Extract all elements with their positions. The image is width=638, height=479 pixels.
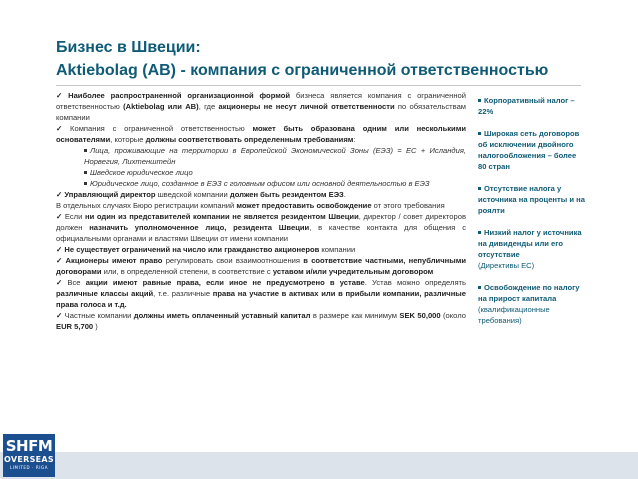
bold-text: должны иметь оплаченный уставный капитал (133, 311, 311, 320)
text: Шведское юридическое лицо (90, 168, 193, 177)
square-bullet-icon (478, 231, 481, 234)
text: регулировать свои взаимоотношения (162, 256, 304, 265)
paragraph-8 (56, 277, 466, 310)
sub-item-2 (56, 167, 466, 178)
text: Отсутствие налога у источника на проценты и на роялти (478, 184, 585, 215)
logo-text: SHFM (5, 437, 53, 455)
text: (квалификационные требования) (478, 305, 550, 325)
title-divider (56, 85, 581, 86)
side-item-capital-gains (478, 282, 586, 326)
bold-text: SEK 50,000 (399, 311, 441, 320)
slide-title (56, 36, 616, 82)
bold-text: Не существует ограничений на число или гражданство акционеров (64, 245, 320, 254)
text: в размере как минимум (310, 311, 400, 320)
paragraph-6 (56, 244, 466, 255)
company-logo (3, 434, 55, 477)
bold-text: Управляющий директор (64, 190, 156, 199)
logo-text: LIMITED · RIGA (9, 465, 49, 470)
checkmark-icon: ✓ (56, 245, 63, 254)
text: , которые (110, 135, 146, 144)
checkmark-icon: ✓ (56, 278, 66, 287)
paragraph-5 (56, 211, 466, 244)
text: , в качестве контакта для общения с официальными органами и властями Швеции от имени компании (56, 223, 467, 243)
text: по обязательствам компании (56, 102, 467, 122)
checkmark-icon: ✓ (56, 124, 69, 133)
text: Лица, проживающие на территории в Европейской Экономической Зоны (ЕЭЗ) = ЕС + Исландия, Норвегия, Лихтенштейн (84, 146, 466, 166)
text: бизнеса является компания с ограниченной ответственностью (56, 91, 466, 111)
bold-text: может быть образована одним или несколькими основателями (56, 124, 466, 144)
text: , директор / совет директоров должен (56, 212, 467, 232)
text: (около (440, 311, 466, 320)
text: Юридическое лицо, созданное в ЕЭЗ с головным офисом или основной деятельностью в ЕЭЗ (90, 179, 430, 188)
text: от этого требования (371, 201, 445, 210)
bold-text: права на участие в активах или в прибыли компании, различные права голоса и т.д. (56, 289, 466, 309)
text: Частные компании (64, 311, 134, 320)
text: : (353, 135, 356, 144)
bold-text: должны соответствовать определенным требованиям (145, 135, 354, 144)
checkmark-icon: ✓ (56, 190, 63, 199)
bold-text: может предоставить освобождение (236, 201, 372, 210)
paragraph-9 (56, 310, 466, 332)
text: , где (198, 102, 219, 111)
bold-text: Акционеры имеют право (65, 256, 163, 265)
text: шведской компании (155, 190, 230, 199)
bold-text: назначить уполномоченное лицо, резидента Швеции (89, 223, 310, 232)
bold-text: должен быть резидентом ЕЭЗ (229, 190, 344, 199)
side-item-dividend-tax (478, 227, 586, 271)
bold-text: (Aktiebolag или AB) (123, 102, 199, 111)
footer-band (0, 452, 638, 479)
checkmark-icon: ✓ (56, 212, 63, 221)
sub-item-1 (56, 145, 466, 167)
checkmark-icon: ✓ (56, 256, 64, 265)
bold-text: ни один из представителей компании не является резидентом Швеции (84, 212, 359, 221)
text: . (343, 190, 346, 199)
text: Все (67, 278, 86, 287)
text: Компания с ограниченной ответственностью (70, 124, 253, 133)
logo-text: OVERSEAS (4, 455, 54, 464)
bold-text: различные классы акций (56, 289, 154, 298)
paragraph-1 (56, 90, 466, 123)
paragraph-4 (56, 200, 466, 211)
paragraph-3 (56, 189, 466, 200)
square-bullet-icon (84, 171, 87, 174)
text: ) (93, 322, 98, 331)
side-item-withholding-interest (478, 183, 586, 216)
checkmark-icon: ✓ (56, 91, 67, 100)
side-item-corporate-tax (478, 95, 586, 117)
text: Корпоративный налог – 22% (478, 96, 575, 116)
paragraph-7 (56, 255, 466, 277)
text: Широкая сеть договоров об исключении двойного налогообложения – более 80 стран (478, 129, 580, 171)
side-item-treaties (478, 128, 586, 172)
checkmark-icon: ✓ (56, 311, 63, 320)
sub-item-3 (56, 178, 466, 189)
square-bullet-icon (478, 187, 481, 190)
square-bullet-icon (478, 132, 481, 135)
text: , т.е. различные (153, 289, 213, 298)
text: компании (319, 245, 356, 254)
square-bullet-icon (478, 286, 481, 289)
main-text (56, 90, 466, 332)
title-line-1: Бизнес в Швеции: (56, 39, 201, 56)
square-bullet-icon (478, 99, 481, 102)
bold-text: в соответствие частными, непубличными договорами (56, 256, 466, 276)
text: Освобождение по налогу на прирост капитала (478, 283, 580, 303)
text: или, в определенной степени, в соответствие с (101, 267, 273, 276)
bold-text: акционеры не несут личной ответственности (218, 102, 395, 111)
title-line-2: Aktiebolag (AB) - компания с ограниченной ответственностью (56, 62, 549, 79)
text: . Устав можно определять (364, 278, 466, 287)
bold-text: EUR 5,700 (56, 322, 94, 331)
bold-text: акции имеют равные права, если иное не предусмотрено в уставе (85, 278, 365, 287)
text: Низкий налог у источника на дивиденды или его отсутствие (478, 228, 582, 259)
bold-text: Наиболее распространенной организационной формой (68, 91, 291, 100)
square-bullet-icon (84, 149, 87, 152)
square-bullet-icon (84, 182, 87, 185)
tax-benefits-sidebar (478, 95, 586, 337)
text: В отдельных случаях Бюро регистрации компаний (56, 201, 237, 210)
bold-text: уставом и/или учредительным договором (272, 267, 434, 276)
text: (Директивы ЕС) (478, 261, 535, 270)
paragraph-2 (56, 123, 466, 145)
text: Если (64, 212, 85, 221)
